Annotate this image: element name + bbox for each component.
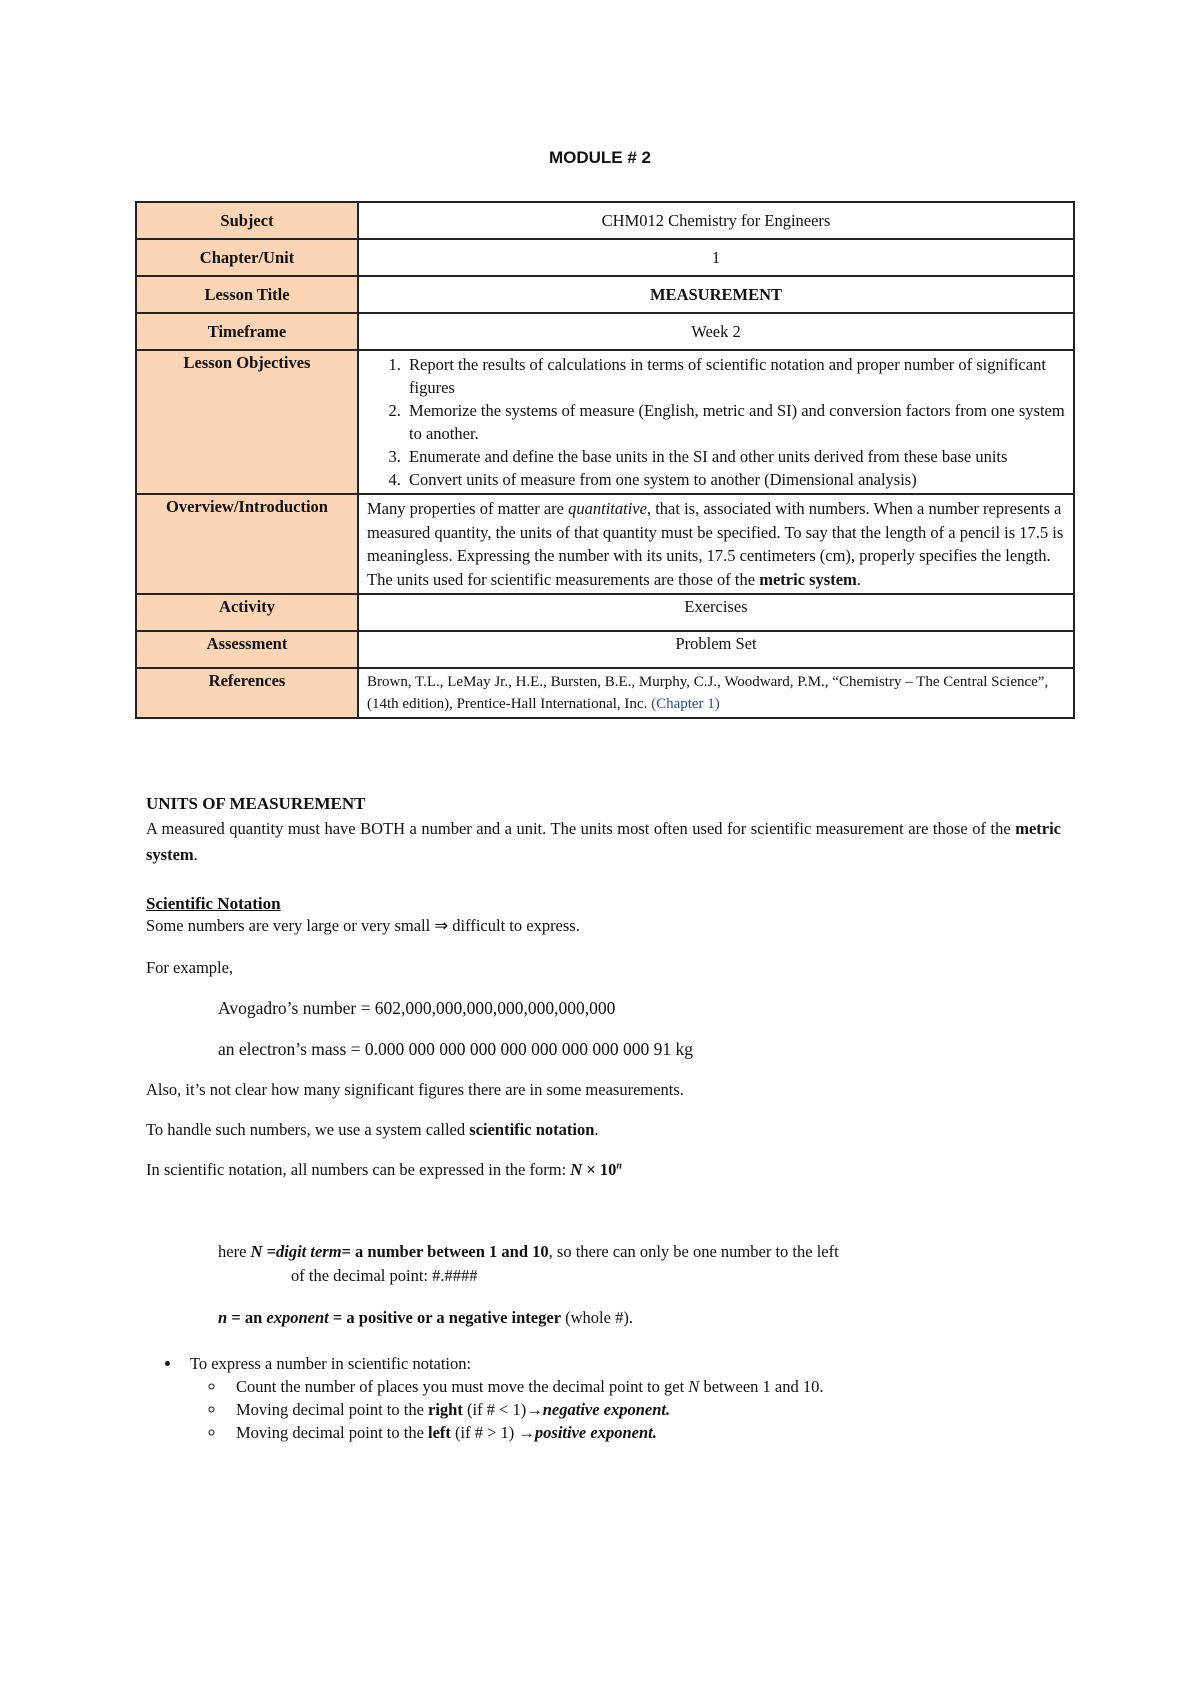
- where-post: , so there can only be one number to the left: [548, 1242, 839, 1261]
- steps-list: [146, 1352, 1061, 1444]
- table-row: [136, 276, 1074, 313]
- page-title: MODULE # 2: [548, 148, 652, 167]
- electron-line: an electron’s mass = 0.000 000 000 000 000 000 000 000 000 91 kg: [218, 1039, 694, 1059]
- references-text: Brown, T.L., LeMay Jr., H.E., Bursten, B.E., Murphy, C.J., Woodward, P.M., “Chemistry – The Central Science”, (14th edition), Prentice-Hall International, Inc.: [367, 674, 1049, 712]
- objectives-list: [367, 353, 1065, 491]
- table-row: [136, 668, 1074, 718]
- form-text: In scientific notation, all numbers can be expressed in the form:: [146, 1160, 571, 1179]
- overview-part2: , that is, associated with numbers. When a number represents a measured quantity, the units of that quantity must be specified. To say that the length of a pencil is 17.5 is meaningless. Expressing the number with its units, 17.5 centimeters (cm), properly specifies the length. The units used for scientific measurements are those of the: [367, 499, 1064, 589]
- form-n: N: [570, 1160, 583, 1179]
- list-item: 4. Convert units of measure from one system to another (Dimensional analysis): [405, 468, 1065, 491]
- sub3-bold: left: [428, 1423, 451, 1442]
- sub2-text: Moving decimal point to the: [236, 1400, 429, 1419]
- form-line: [146, 1160, 1061, 1180]
- exp-word: exponent: [266, 1308, 329, 1327]
- units-bold: metric system: [146, 819, 1061, 864]
- table-row: [136, 494, 1074, 594]
- bullet-text: To express a number in scientific notation:: [190, 1354, 472, 1373]
- table-row: [136, 202, 1074, 239]
- handle-bold: scientific notation: [469, 1120, 595, 1139]
- sub1-end: between 1 and 10.: [699, 1377, 824, 1396]
- table-row: [136, 631, 1074, 668]
- form-times: × 10: [582, 1160, 617, 1179]
- module-info-table: [135, 201, 1075, 719]
- chapter-value: 1: [358, 239, 1074, 276]
- sub2-bold: right: [428, 1400, 463, 1419]
- where-digit: digit term: [275, 1242, 342, 1261]
- sub2-mid: (if # < 1)→: [462, 1400, 543, 1419]
- units-text: A measured quantity must have BOTH a number and a unit. The units most often used for scientific measurement are those of the: [146, 819, 1016, 838]
- references-value: [358, 668, 1074, 718]
- units-text-end: .: [193, 845, 198, 864]
- where-line2: of the decimal point: #.####: [291, 1266, 478, 1285]
- sub3-text: Moving decimal point to the: [236, 1423, 429, 1442]
- objectives-label: Lesson Objectives: [136, 350, 358, 494]
- where-n: N: [250, 1242, 263, 1261]
- where-text: here: [218, 1242, 251, 1261]
- chapter-label: Chapter/Unit: [136, 239, 358, 276]
- sci-heading: Scientific Notation: [146, 894, 281, 913]
- chapter-link[interactable]: (Chapter 1): [651, 696, 720, 712]
- list-item: 1. Report the results of calculations in terms of scientific notation and proper number of significant figures: [405, 353, 1065, 399]
- assessment-label: Assessment: [136, 631, 358, 668]
- subject-value: CHM012 Chemistry for Engineers: [358, 202, 1074, 239]
- overview-label: Overview/Introduction: [136, 494, 358, 594]
- form-exp: n: [616, 1160, 622, 1172]
- where-bold: = a number between 1 and 10: [341, 1242, 549, 1261]
- sub2-em: negative exponent.: [542, 1400, 671, 1419]
- exponent-line: [146, 1308, 1061, 1328]
- overview-part1: Many properties of matter are: [367, 499, 569, 518]
- sub1-n: N: [688, 1377, 700, 1396]
- table-row: [136, 594, 1074, 631]
- references-label: References: [136, 668, 358, 718]
- list-item: 2. Memorize the systems of measure (English, metric and SI) and conversion factors from one system to another.: [405, 399, 1065, 445]
- sigfig-line: Also, it’s not clear how many significant figures there are in some measurements.: [146, 1080, 684, 1099]
- lesson-title-label: Lesson Title: [136, 276, 358, 313]
- for-example: For example,: [146, 958, 234, 977]
- sub1-text: Count the number of places you must move the decimal point to get: [236, 1377, 689, 1396]
- sub3-mid: (if # > 1) →: [450, 1423, 535, 1442]
- list-item: [226, 1421, 1061, 1444]
- subject-label: Subject: [136, 202, 358, 239]
- where-line: [146, 1240, 1061, 1264]
- sci-line1: Some numbers are very large or very small ⇒ difficult to express.: [146, 916, 580, 935]
- list-item: [226, 1375, 1061, 1398]
- list-item: [182, 1352, 1061, 1444]
- objectives-cell: [358, 350, 1074, 494]
- assessment-value: Problem Set: [358, 631, 1074, 668]
- handle-text: To handle such numbers, we use a system called: [146, 1120, 470, 1139]
- main-content: [146, 792, 1061, 1444]
- table-row: [136, 350, 1074, 494]
- list-item: [226, 1398, 1061, 1421]
- exp-eq: = an: [227, 1308, 267, 1327]
- handle-line: [146, 1120, 1061, 1140]
- exp-n: n: [218, 1308, 228, 1327]
- avogadro-line: Avogadro’s number = 602,000,000,000,000,000,000,000: [218, 998, 616, 1018]
- timeframe-value: Week 2: [358, 313, 1074, 350]
- sub3-em: positive exponent.: [534, 1423, 657, 1442]
- overview-italic: quantitative: [568, 499, 647, 518]
- handle-end: .: [594, 1120, 599, 1139]
- timeframe-label: Timeframe: [136, 313, 358, 350]
- sub-list: [190, 1375, 1061, 1444]
- units-paragraph: [146, 816, 1061, 868]
- activity-label: Activity: [136, 594, 358, 631]
- table-row: [136, 313, 1074, 350]
- list-item: 3. Enumerate and define the base units in the SI and other units derived from these base units: [405, 445, 1065, 468]
- lesson-title-value: MEASUREMENT: [358, 276, 1074, 313]
- table-row: [136, 239, 1074, 276]
- where-eq: =: [262, 1242, 276, 1261]
- activity-value: Exercises: [358, 594, 1074, 631]
- units-heading: UNITS OF MEASUREMENT: [146, 794, 366, 813]
- overview-bold: metric system: [759, 569, 857, 589]
- overview-text: [358, 494, 1074, 594]
- exp-post: (whole #).: [561, 1308, 633, 1327]
- exp-bold: = a positive or a negative integer: [328, 1308, 562, 1327]
- overview-part3: .: [856, 569, 861, 589]
